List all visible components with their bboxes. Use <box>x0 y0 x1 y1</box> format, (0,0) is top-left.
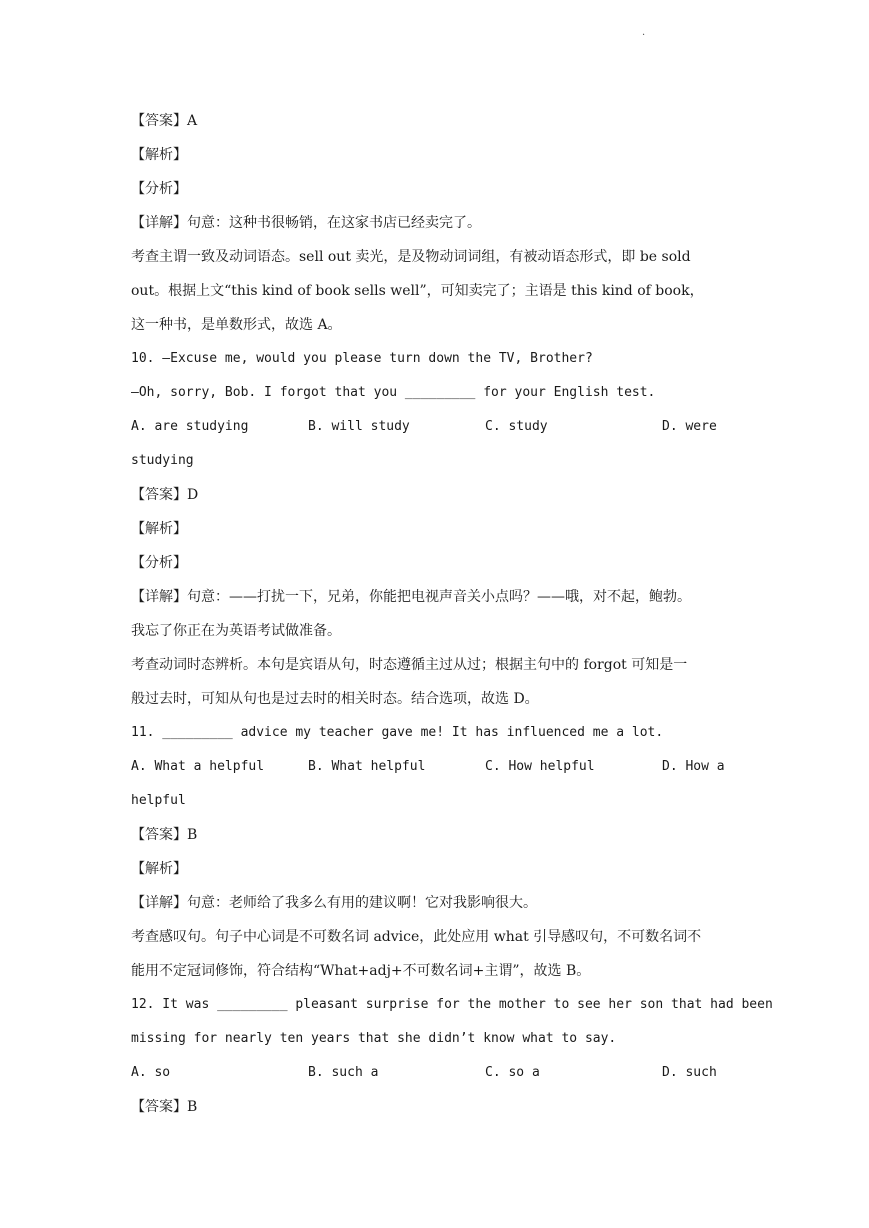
q12-option-c: C. so a <box>485 1065 540 1080</box>
q9-detail-line-3: out。根据上文“this kind of book sells well”，可知卖完了；主语是 this kind of book， <box>131 283 704 299</box>
q11-stem-line-1: 11. _________ advice my teacher gave me! It has influenced me a lot. <box>131 725 664 740</box>
q11-option-d: D. How a <box>662 759 725 774</box>
q10-detail-line-1: 【详解】句意：——打扰一下，兄弟，你能把电视声音关小点吗？——哦，对不起，鲍勃。 <box>131 589 691 605</box>
q10-detail-line-4: 般过去时，可知从句也是过去时的相关时态。结合选项，故选 D。 <box>131 691 539 707</box>
document-body <box>131 104 773 1124</box>
q9-answer: 【答案】A <box>131 113 198 129</box>
header-mark: · <box>642 30 646 41</box>
q12-option-b: B. such a <box>308 1065 379 1080</box>
q11-detail-line-3: 能用不定冠词修饰，符合结构“What+adj+不可数名词+主谓”，故选 B。 <box>131 963 591 979</box>
q10-stem-line-1: 10. —Excuse me, would you please turn down the TV, Brother? <box>131 351 593 366</box>
q10-detail-line-3: 考查动词时态辨析。本句是宾语从句，时态遵循主过从过；根据主句中的 forgot 可知是一 <box>131 657 688 673</box>
q10-option-wrap: studying <box>131 453 194 468</box>
q12-option-d: D. such <box>662 1065 717 1080</box>
q9-detail-line-1: 【详解】句意：这种书很畅销，在这家书店已经卖完了。 <box>131 215 481 231</box>
q11-option-c: C. How helpful <box>485 759 595 774</box>
q10-option-b: B. will study <box>308 419 410 434</box>
q12-options <box>131 1056 741 1090</box>
q10-detail-line-2: 我忘了你正在为英语考试做准备。 <box>131 623 341 639</box>
q11-detail-line-2: 考查感叹句。句子中心词是不可数名词 advice，此处应用 what 引导感叹句，不可数名词不 <box>131 929 702 945</box>
q10-option-a: A. are studying <box>131 419 249 434</box>
q12-stem-line-1: 12. It was _________ pleasant surprise for the mother to see her son that had been <box>131 997 773 1012</box>
q11-option-a: A. What a helpful <box>131 759 265 774</box>
q9-detail-line-2: 考查主谓一致及动词语态。sell out 卖光，是及物动词词组，有被动语态形式，即 be sold <box>131 249 691 265</box>
q11-detail-line-1: 【详解】句意：老师给了我多么有用的建议啊！它对我影响很大。 <box>131 895 537 911</box>
q9-detail-line-4: 这一种书，是单数形式，故选 A。 <box>131 317 342 333</box>
q9-jiexi-label: 【解析】 <box>131 147 187 163</box>
q12-option-a: A. so <box>131 1065 171 1080</box>
q9-fenxi-label: 【分析】 <box>131 181 187 197</box>
q10-jiexi-label: 【解析】 <box>131 521 187 537</box>
q11-option-b: B. What helpful <box>308 759 426 774</box>
q11-jiexi-label: 【解析】 <box>131 861 187 877</box>
q12-answer: 【答案】B <box>131 1099 198 1115</box>
q10-options <box>131 410 741 444</box>
q10-option-c: C. study <box>485 419 548 434</box>
q12-stem-line-2: missing for nearly ten years that she didn’t know what to say. <box>131 1031 617 1046</box>
q11-options <box>131 750 741 784</box>
q10-fenxi-label: 【分析】 <box>131 555 187 571</box>
q11-option-wrap: helpful <box>131 793 186 808</box>
q11-answer: 【答案】B <box>131 827 198 843</box>
q10-option-d: D. were <box>662 419 717 434</box>
q10-stem-line-2: —Oh, sorry, Bob. I forgot that you _________ for your English test. <box>131 385 656 400</box>
q10-answer: 【答案】D <box>131 487 199 503</box>
